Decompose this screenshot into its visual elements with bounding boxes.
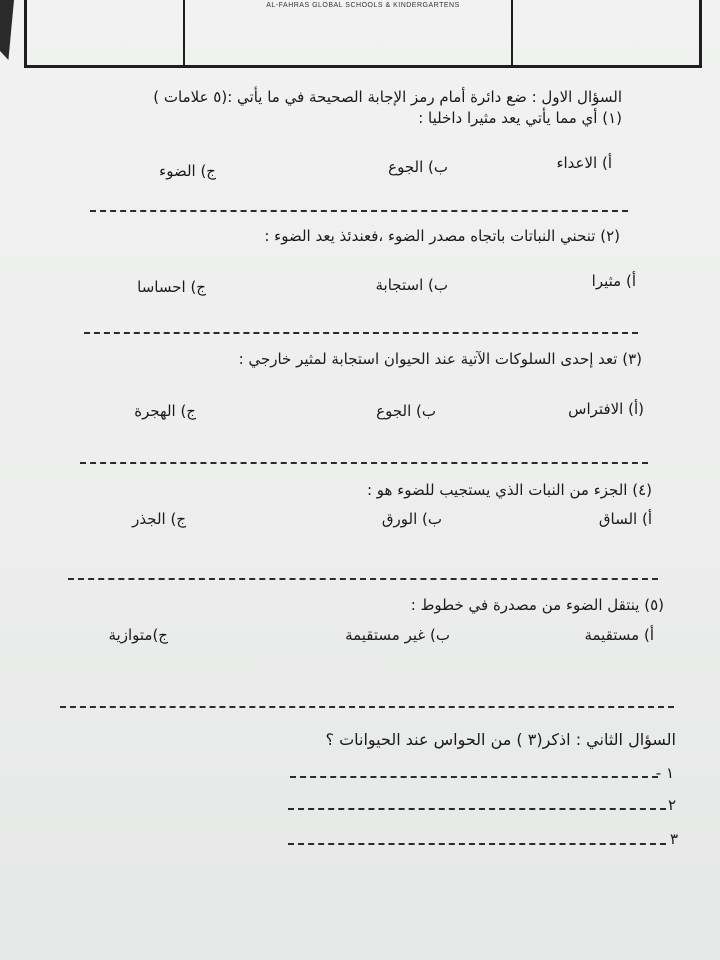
question1-item1-text: (١) أي مما يأتي يعد مثيرا داخليا : <box>418 109 622 127</box>
question1-item2-option-b[interactable]: ب) استجابة <box>375 276 448 294</box>
question1-item1-option-c[interactable]: ج) الضوء <box>159 162 216 180</box>
question1-item4-option-c[interactable]: ج) الجذر <box>132 510 186 528</box>
question1-item3-option-b[interactable]: ب) الجوع <box>376 402 436 420</box>
answer-line-2[interactable] <box>288 808 666 810</box>
question1-item5-option-b[interactable]: ب) غير مستقيمة <box>345 626 450 644</box>
question1-item3-option-a[interactable]: (أ) الافتراس <box>568 400 644 418</box>
separator-line <box>60 706 674 708</box>
question1-item5-option-a[interactable]: أ) مستقيمة <box>584 626 654 644</box>
header-box <box>24 0 702 68</box>
question1-item4-option-a[interactable]: أ) الساق <box>598 510 652 528</box>
question1-title: السؤال الاول : ضع دائرة أمام رمز الإجابة الصحيحة في ما يأتي :(٥ علامات ) <box>153 88 622 106</box>
question2-title: السؤال الثاني : اذكر(٣ ) من الحواس عند الحيوانات ؟ <box>325 730 676 749</box>
answer-number-2: ٢ <box>667 796 676 814</box>
header-divider <box>511 0 513 66</box>
question1-item2-text: (٢) تنحني النباتات باتجاه مصدر الضوء ،فعندئذ يعد الضوء : <box>264 227 620 245</box>
answer-line-3[interactable] <box>288 843 666 845</box>
page-edge-shadow <box>0 0 14 60</box>
question1-item5-text: (٥) ينتقل الضوء من مصدرة في خطوط : <box>410 596 664 614</box>
question1-item3-option-c[interactable]: ج) الهجرة <box>134 402 196 420</box>
separator-line <box>80 462 648 464</box>
answer-number-3: ٣ <box>669 830 678 848</box>
question1-item2-option-c[interactable]: ج) احساسا <box>137 278 206 296</box>
question1-item3-text: (٣) تعد إحدى السلوكات الآتية عند الحيوان استجابة لمثير خارجي : <box>238 350 642 368</box>
question1-item4-text: (٤) الجزء من النبات الذي يستجيب للضوء هو : <box>366 481 652 499</box>
school-name: AL-FAHRAS GLOBAL SCHOOLS & KINDERGARTENS <box>266 2 460 9</box>
question1-item1-option-b[interactable]: ب) الجوع <box>388 158 448 176</box>
header-divider <box>183 0 185 66</box>
question1-item5-option-c[interactable]: ج)متوازية <box>108 626 168 644</box>
separator-line <box>68 578 658 580</box>
answer-number-1: ١ - <box>655 764 674 782</box>
separator-line <box>84 332 638 334</box>
question1-item1-option-a[interactable]: أ) الاعداء <box>556 154 612 172</box>
separator-line <box>90 210 628 212</box>
question1-item2-option-a[interactable]: أ) مثيرا <box>591 272 636 290</box>
question1-item4-option-b[interactable]: ب) الورق <box>381 510 442 528</box>
answer-line-1[interactable] <box>290 776 658 778</box>
